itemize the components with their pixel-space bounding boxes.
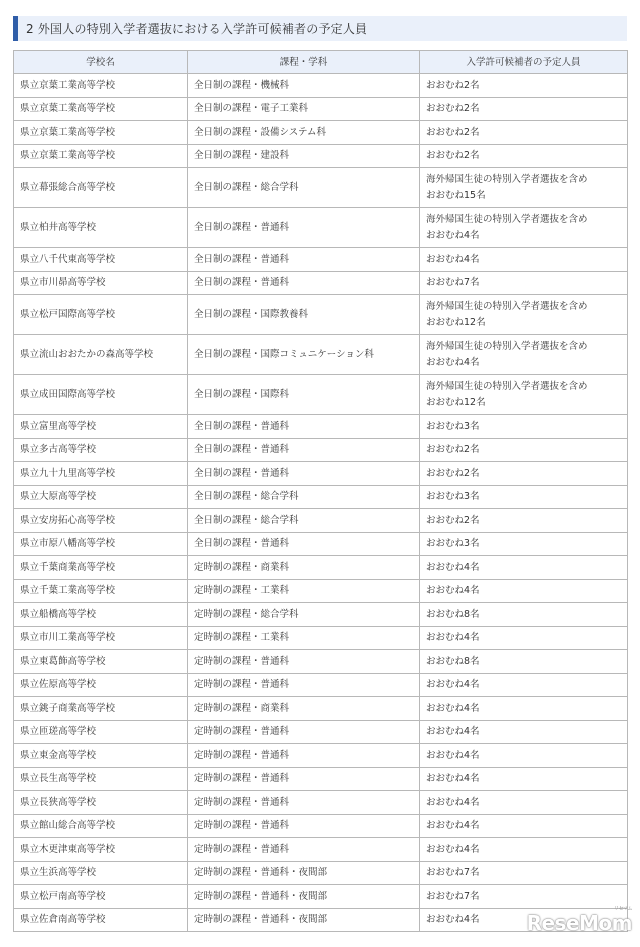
cell-school: 県立大原高等学校 (14, 485, 188, 509)
quota-count: おおむね4名 (426, 356, 480, 368)
table-row (14, 335, 628, 375)
cell-school: 県立銚子商業高等学校 (14, 697, 188, 721)
table-row (14, 295, 628, 335)
logo-tagline: リセマム (614, 906, 632, 912)
cell-quota: おおむね4名 (420, 908, 628, 932)
section-heading (13, 16, 627, 41)
table-row (14, 144, 628, 168)
cell-school: 県立流山おおたかの森高等学校 (14, 335, 188, 375)
cell-school: 県立幕張総合高等学校 (14, 168, 188, 208)
cell-course: 定時制の課程・商業科 (188, 697, 420, 721)
cell-school: 県立佐原高等学校 (14, 673, 188, 697)
cell-course: 全日制の課程・設備システム科 (188, 121, 420, 145)
table-row (14, 744, 628, 768)
cell-school: 県立長生高等学校 (14, 767, 188, 791)
header-school: 学校名 (14, 51, 188, 74)
admission-table (13, 50, 628, 932)
table-row (14, 168, 628, 208)
table-row (14, 626, 628, 650)
table-row (14, 556, 628, 580)
table-body (14, 74, 628, 932)
cell-school: 県立館山総合高等学校 (14, 814, 188, 838)
cell-course: 定時制の課程・普通科 (188, 767, 420, 791)
cell-course: 全日制の課程・普通科 (188, 208, 420, 248)
table-row (14, 650, 628, 674)
cell-quota: おおむね2名 (420, 144, 628, 168)
table-row (14, 697, 628, 721)
cell-course: 全日制の課程・総合学科 (188, 509, 420, 533)
table-row (14, 97, 628, 121)
table-header (14, 51, 628, 74)
table-row (14, 673, 628, 697)
cell-course: 全日制の課程・普通科 (188, 532, 420, 556)
cell-quota: おおむね4名 (420, 791, 628, 815)
cell-school: 県立匝瑳高等学校 (14, 720, 188, 744)
cell-course: 全日制の課程・機械科 (188, 74, 420, 98)
table-row (14, 74, 628, 98)
table-row (14, 532, 628, 556)
cell-course: 定時制の課程・普通科 (188, 744, 420, 768)
cell-quota: おおむね4名 (420, 838, 628, 862)
table-row (14, 814, 628, 838)
cell-course: 定時制の課程・普通科・夜間部 (188, 885, 420, 909)
header-quota: 入学許可候補者の予定人員 (420, 51, 628, 74)
cell-course: 全日制の課程・建設科 (188, 144, 420, 168)
table-row (14, 271, 628, 295)
cell-school: 県立京葉工業高等学校 (14, 121, 188, 145)
cell-school: 県立千葉商業高等学校 (14, 556, 188, 580)
cell-quota: おおむね4名 (420, 556, 628, 580)
cell-course: 定時制の課程・普通科・夜間部 (188, 861, 420, 885)
cell-quota (420, 335, 628, 375)
table-row (14, 838, 628, 862)
cell-school: 県立市川工業高等学校 (14, 626, 188, 650)
quota-note: 海外帰国生徒の特別入学者選抜を含め (426, 300, 588, 312)
table-row (14, 248, 628, 272)
cell-course: 全日制の課程・国際教養科 (188, 295, 420, 335)
cell-course: 定時制の課程・普通科 (188, 814, 420, 838)
cell-school: 県立千葉工業高等学校 (14, 579, 188, 603)
table-row (14, 791, 628, 815)
cell-school: 県立京葉工業高等学校 (14, 97, 188, 121)
cell-quota: おおむね2名 (420, 462, 628, 486)
header-row (14, 51, 628, 74)
quota-note: 海外帰国生徒の特別入学者選抜を含め (426, 380, 588, 392)
quota-count: おおむね4名 (426, 229, 480, 241)
table-row (14, 885, 628, 909)
cell-quota: おおむね4名 (420, 814, 628, 838)
cell-quota (420, 375, 628, 415)
cell-school: 県立船橋高等学校 (14, 603, 188, 627)
quota-count: おおむね12名 (426, 316, 486, 328)
table-row (14, 579, 628, 603)
cell-quota: おおむね2名 (420, 97, 628, 121)
cell-school: 県立安房拓心高等学校 (14, 509, 188, 533)
cell-quota: おおむね2名 (420, 74, 628, 98)
cell-quota: おおむね4名 (420, 626, 628, 650)
cell-course: 定時制の課程・商業科 (188, 556, 420, 580)
cell-course: 全日制の課程・国際科 (188, 375, 420, 415)
table-row (14, 509, 628, 533)
table-row (14, 462, 628, 486)
cell-course: 全日制の課程・普通科 (188, 415, 420, 439)
table-row (14, 208, 628, 248)
table-row (14, 438, 628, 462)
cell-quota: おおむね3名 (420, 415, 628, 439)
quota-count: おおむね12名 (426, 396, 486, 408)
resemom-logo (526, 906, 632, 935)
cell-school: 県立富里高等学校 (14, 415, 188, 439)
cell-quota: おおむね7名 (420, 271, 628, 295)
cell-quota: おおむね8名 (420, 650, 628, 674)
cell-school: 県立佐倉南高等学校 (14, 908, 188, 932)
section-heading-text: 2 外国人の特別入学者選抜における入学許可候補者の予定人員 (26, 22, 368, 36)
cell-quota: おおむね4名 (420, 697, 628, 721)
cell-quota: おおむね4名 (420, 744, 628, 768)
table-row (14, 375, 628, 415)
logo-text: ReseMom (526, 911, 632, 935)
cell-course: 定時制の課程・総合学科 (188, 603, 420, 627)
cell-school: 県立木更津東高等学校 (14, 838, 188, 862)
cell-quota (420, 168, 628, 208)
cell-school: 県立京葉工業高等学校 (14, 144, 188, 168)
cell-quota: おおむね4名 (420, 767, 628, 791)
cell-course: 定時制の課程・普通科 (188, 791, 420, 815)
cell-course: 定時制の課程・普通科・夜間部 (188, 908, 420, 932)
cell-school: 県立生浜高等学校 (14, 861, 188, 885)
table-row (14, 485, 628, 509)
cell-course: 全日制の課程・普通科 (188, 438, 420, 462)
cell-course: 定時制の課程・普通科 (188, 673, 420, 697)
quota-note: 海外帰国生徒の特別入学者選抜を含め (426, 340, 588, 352)
cell-school: 県立長狭高等学校 (14, 791, 188, 815)
cell-course: 全日制の課程・電子工業科 (188, 97, 420, 121)
cell-course: 定時制の課程・工業科 (188, 626, 420, 650)
cell-school: 県立東金高等学校 (14, 744, 188, 768)
cell-quota: おおむね3名 (420, 485, 628, 509)
table-row (14, 720, 628, 744)
cell-quota: おおむね4名 (420, 579, 628, 603)
cell-school: 県立柏井高等学校 (14, 208, 188, 248)
cell-school: 県立東葛飾高等学校 (14, 650, 188, 674)
cell-school: 県立多古高等学校 (14, 438, 188, 462)
cell-quota: おおむね8名 (420, 603, 628, 627)
cell-school: 県立成田国際高等学校 (14, 375, 188, 415)
cell-course: 全日制の課程・総合学科 (188, 485, 420, 509)
cell-course: 全日制の課程・国際コミュニケーション科 (188, 335, 420, 375)
table-row (14, 861, 628, 885)
cell-quota: おおむね4名 (420, 248, 628, 272)
cell-quota: おおむね2名 (420, 438, 628, 462)
quota-count: おおむね15名 (426, 189, 486, 201)
cell-school: 県立九十九里高等学校 (14, 462, 188, 486)
cell-quota (420, 208, 628, 248)
cell-course: 定時制の課程・普通科 (188, 650, 420, 674)
quota-note: 海外帰国生徒の特別入学者選抜を含め (426, 213, 588, 225)
cell-school: 県立松戸南高等学校 (14, 885, 188, 909)
cell-quota (420, 295, 628, 335)
cell-quota: おおむね4名 (420, 673, 628, 697)
cell-school: 県立八千代東高等学校 (14, 248, 188, 272)
cell-quota: おおむね7名 (420, 861, 628, 885)
table-row (14, 415, 628, 439)
cell-school: 県立京葉工業高等学校 (14, 74, 188, 98)
cell-course: 定時制の課程・普通科 (188, 838, 420, 862)
cell-quota: おおむね2名 (420, 509, 628, 533)
quota-note: 海外帰国生徒の特別入学者選抜を含め (426, 173, 588, 185)
table-row (14, 767, 628, 791)
cell-course: 全日制の課程・普通科 (188, 271, 420, 295)
cell-course: 全日制の課程・普通科 (188, 462, 420, 486)
table-row (14, 603, 628, 627)
cell-school: 県立市原八幡高等学校 (14, 532, 188, 556)
cell-quota: おおむね2名 (420, 121, 628, 145)
cell-quota: おおむね7名 (420, 885, 628, 909)
cell-course: 全日制の課程・普通科 (188, 248, 420, 272)
table-row (14, 121, 628, 145)
cell-course: 定時制の課程・工業科 (188, 579, 420, 603)
cell-course: 定時制の課程・普通科 (188, 720, 420, 744)
cell-school: 県立松戸国際高等学校 (14, 295, 188, 335)
cell-quota: おおむね4名 (420, 720, 628, 744)
cell-course: 全日制の課程・総合学科 (188, 168, 420, 208)
cell-school: 県立市川昴高等学校 (14, 271, 188, 295)
header-course: 課程・学科 (188, 51, 420, 74)
cell-quota: おおむね3名 (420, 532, 628, 556)
